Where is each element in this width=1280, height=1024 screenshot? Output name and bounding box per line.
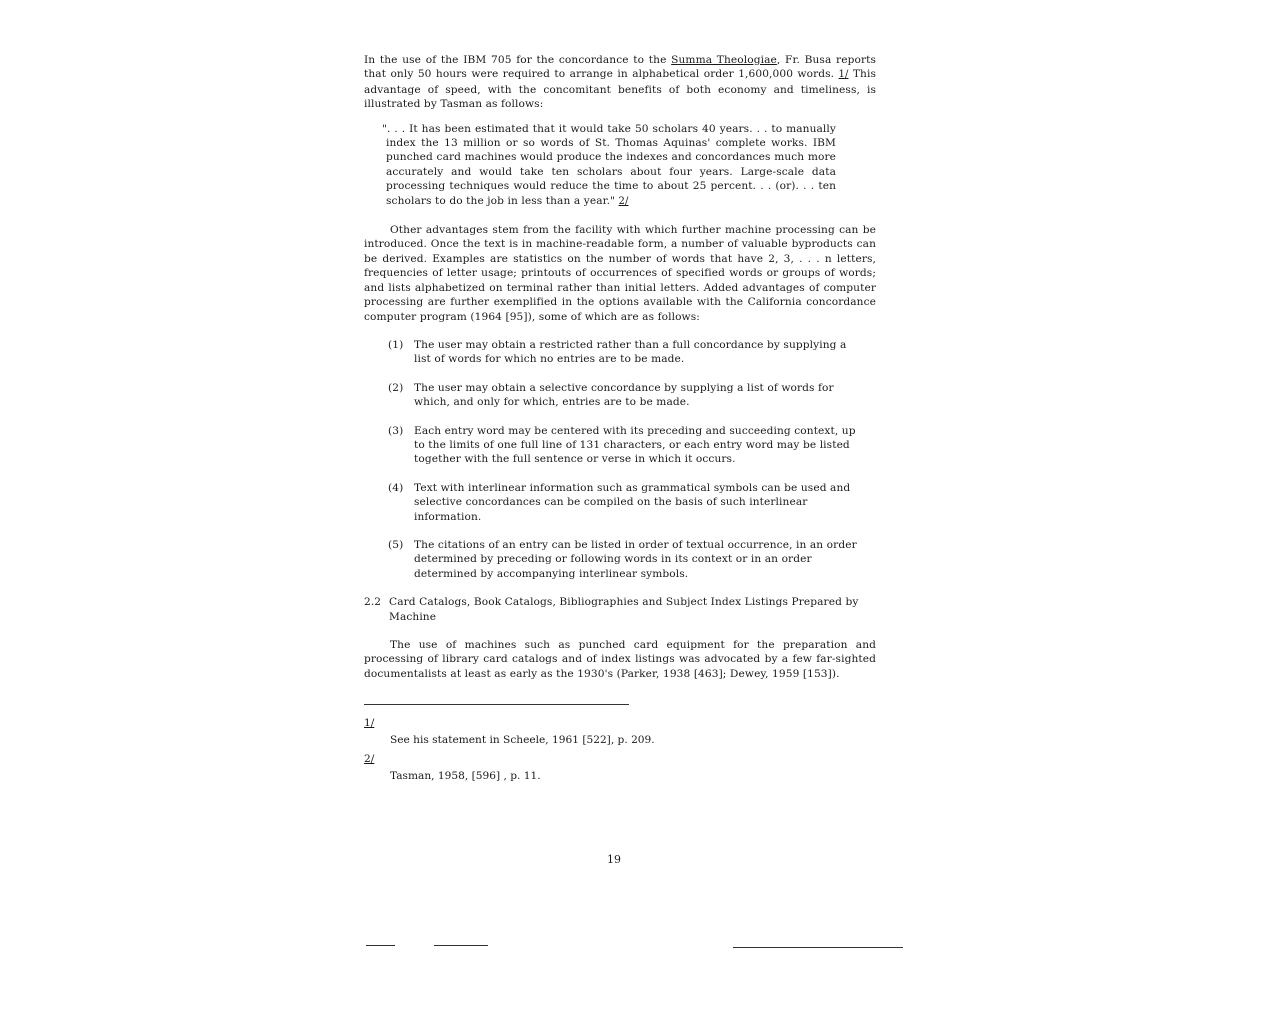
list-item-number: (4)	[388, 481, 404, 494]
footnote-mark-2: 2/	[364, 753, 375, 765]
footnote-ref-1[interactable]: 1/	[838, 69, 849, 81]
paragraph-text: In the use of the IBM 705 for the concordance to the	[364, 54, 672, 66]
scan-mark-line	[733, 947, 903, 948]
list-item	[364, 381, 876, 410]
quote-text: ". . . It has been estimated that it would take 50 scholars 40 years. . . to manually index the 13 million or so words of St. Thomas Aquinas' complete works. IBM punched card machines would produce the indexes and concordances much more accurately and would take ten scholars about four years. Large-scale data processing techniques would reduce the time to about 25 percent. . . (or). . . ten scholars to do the job in less than a year."	[382, 122, 836, 207]
list-item-text: Text with interlinear information such as grammatical symbols can be used and selective concordances can be compiled on the basis of such interlinear information.	[414, 481, 851, 523]
list-item-number: (3)	[388, 424, 404, 437]
paragraph-text: This advantage of speed, with the concomitant benefits of both economy and timeliness, is illustrated by Tasman as follows:	[364, 68, 876, 111]
list-item	[364, 481, 876, 524]
document-page	[364, 53, 876, 681]
scan-mark-line	[366, 945, 395, 946]
list-item-text: Each entry word may be centered with its preceding and succeeding context, up to the limits of one full line of 131 characters, or each entry word may be listed together with the full sentence or verse in which it occurs.	[414, 424, 856, 466]
paragraph-advantages: Other advantages stem from the facility with which further machine processing can be introduced. Once the text is in machine-readable form, a number of valuable byproducts can be derived. Examples are statistics on the number of words that have 2, 3, . . . n letters, frequencies of letter usage; printouts of occurrences of specified words or groups of words; and lists alphabetized on terminal rather than initial letters. Added advantages of computer processing are further exemplified in the options available with the California concordance computer program (1964 [95]), some of which are as follows:	[364, 224, 876, 323]
footnote-divider	[364, 704, 629, 705]
footnote-text-1: See his statement in Scheele, 1961 [522], p. 209.	[390, 734, 655, 746]
footnote-text-2: Tasman, 1958, [596] , p. 11.	[390, 770, 541, 782]
list-item	[364, 424, 876, 467]
list-item-number: (2)	[388, 381, 404, 394]
list-item	[364, 538, 876, 581]
paragraph-machines: The use of machines such as punched card equipment for the preparation and processing of library card catalogs and of index listings was advocated by a few far-sighted documentalists at least as early as the 1930's (Parker, 1938 [463]; Dewey, 1959 [153]).	[364, 639, 876, 680]
list-item-text: The citations of an entry can be listed in order of textual occurrence, in an order determined by preceding or following words in its context or in an order determined by accompanying interlinear symbols.	[414, 538, 857, 580]
book-title: Summa Theologiae	[671, 54, 777, 66]
block-quote	[364, 122, 876, 209]
section-heading	[364, 595, 876, 624]
page-number: 19	[607, 853, 621, 866]
footnote-ref-2[interactable]: 2/	[618, 195, 629, 207]
scan-mark-line	[434, 945, 488, 946]
footnote-mark-1: 1/	[364, 717, 375, 729]
section-title: Card Catalogs, Book Catalogs, Bibliographies and Subject Index Listings Prepared by Machine	[389, 596, 859, 623]
list-item-number: (5)	[388, 538, 404, 551]
list-item-text: The user may obtain a selective concordance by supplying a list of words for which, and only for which, entries are to be made.	[414, 381, 834, 409]
paragraph-ibm-705	[364, 53, 876, 112]
list-item-text: The user may obtain a restricted rather than a full concordance by supplying a list of words for which no entries are to be made.	[414, 338, 847, 366]
options-list	[364, 338, 876, 581]
section-number: 2.2	[364, 596, 382, 609]
list-item-number: (1)	[388, 338, 404, 351]
list-item	[364, 338, 876, 367]
paragraph-text: , Fr. Busa reports that only 50 hours were required to arrange in alphabetical order 1,600,000 words.	[364, 54, 877, 81]
